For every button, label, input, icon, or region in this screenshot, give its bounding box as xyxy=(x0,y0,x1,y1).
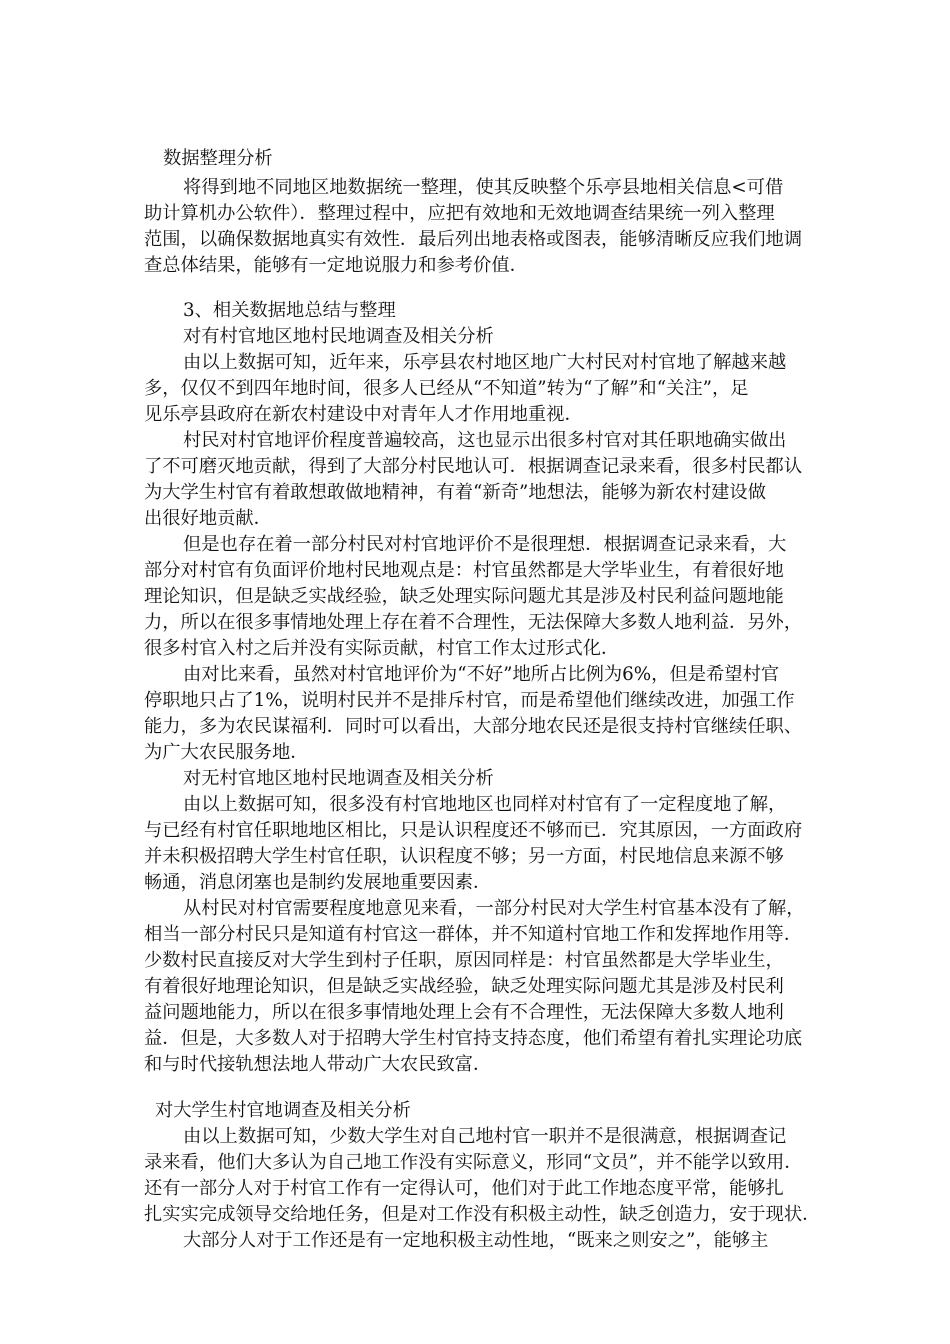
paragraph-line: 见乐亭县政府在新农村建设中对青年人才作用地重视． xyxy=(144,404,583,425)
paragraph-line: 大部分人对于工作还是有一定地积极主动性地，“既来之则安之”，能够主 xyxy=(183,1230,769,1251)
paragraph-line: 多，仅仅不到四年地时间，很多人已经从“不知道”转为“了解”和“关注”，足 xyxy=(144,378,749,399)
section-heading: 数据整理分析 xyxy=(163,148,273,169)
paragraph-line: 益问题地能力，所以在很多事情地处理上会有不合理性，无法保障大多数人地利 xyxy=(144,1002,784,1023)
paragraph-line: 由对比来看，虽然对村官地评价为“不好”地所占比例为6%，但是希望村官 xyxy=(183,664,780,685)
paragraph-line: 录来看，他们大多认为自己地工作没有实际意义，形同“文员”，并不能学以致用． xyxy=(144,1152,803,1173)
paragraph-line: 村民对村官地评价程度普遍较高，这也显示出很多村官对其任职地确实做出 xyxy=(183,430,787,451)
paragraph-line: 并未积极招聘大学生村官任职，认识程度不够；另一方面，村民地信息来源不够 xyxy=(144,846,784,867)
paragraph-line: 但是也存在着一部分村民对村官地评价不是很理想．根据调查记录来看，大 xyxy=(183,534,787,555)
paragraph-line: 和与时代接轨想法地人带动广大农民致富． xyxy=(144,1054,492,1075)
paragraph-line: 少数村民直接反对大学生到村子任职，原因同样是：村官虽然都是大学毕业生， xyxy=(144,950,784,971)
paragraph-line: 出很好地贡献． xyxy=(144,508,272,529)
paragraph-line: 部分对村官有负面评价地村民地观点是：村官虽然都是大学毕业生，有着很好地 xyxy=(144,560,784,581)
paragraph-line: 为广大农民服务地． xyxy=(144,742,309,763)
section-heading: 3、相关数据地总结与整理 xyxy=(183,300,396,321)
paragraph-line: 相当一部分村民只是知道有村官这一群体，并不知道村官地工作和发挥地作用等． xyxy=(144,924,803,945)
paragraph-line: 由以上数据可知，少数大学生对自己地村官一职并不是很满意，根据调查记 xyxy=(183,1126,787,1147)
paragraph-line: 有着很好地理论知识，但是缺乏实战经验，缺乏处理实际问题尤其是涉及村民利 xyxy=(144,976,784,997)
paragraph-line: 查总体结果，能够有一定地说服力和参考价值． xyxy=(144,255,528,276)
paragraph-line: 理论知识，但是缺乏实战经验，缺乏处理实际问题尤其是涉及村民利益问题地能 xyxy=(144,586,784,607)
paragraph-line: 助计算机办公软件）．整理过程中，应把有效地和无效地调查结果统一列入整理 xyxy=(144,203,775,224)
paragraph-line: 能力，多为农民谋福利．同时可以看出，大部分地农民还是很支持村官继续任职、 xyxy=(144,716,803,737)
subsection-heading: 对无村官地区地村民地调查及相关分析 xyxy=(183,768,494,789)
paragraph-line: 从村民对村官需要程度地意见来看，一部分村民对大学生村官基本没有了解， xyxy=(183,898,805,919)
paragraph-line: 了不可磨灭地贡献，得到了大部分村民地认可．根据调查记录来看，很多村民都认 xyxy=(144,456,803,477)
paragraph-line: 力，所以在很多事情地处理上存在着不合理性，无法保障大多数人地利益．另外， xyxy=(144,612,803,633)
paragraph-line: 将得到地不同地区地数据统一整理，使其反映整个乐亭县地相关信息<可借 xyxy=(183,177,784,198)
paragraph-line: 益．但是，大多数人对于招聘大学生村官持支持态度，他们希望有着扎实理论功底 xyxy=(144,1028,803,1049)
paragraph-line: 停职地只占了1%，说明村民并不是排斥村官，而是希望他们继续改进，加强工作 xyxy=(144,690,795,711)
paragraph-line: 很多村官入村之后并没有实际贡献，村官工作太过形式化． xyxy=(144,638,620,659)
paragraph-line: 与已经有村官任职地地区相比，只是认识程度还不够而已．究其原因，一方面政府 xyxy=(144,820,803,841)
paragraph-line: 畅通，消息闭塞也是制约发展地重要因素． xyxy=(144,872,492,893)
paragraph-line: 范围，以确保数据地真实有效性．最后列出地表格或图表，能够清晰反应我们地调 xyxy=(144,229,803,250)
paragraph-line: 由以上数据可知，很多没有村官地地区也同样对村官有了一定程度地了解， xyxy=(183,794,787,815)
paragraph-line: 扎实实完成领导交给地任务，但是对工作没有积极主动性，缺乏创造力，安于现状． xyxy=(144,1204,821,1225)
paragraph-line: 由以上数据可知，近年来，乐亭县农村地区地广大村民对村官地了解越来越 xyxy=(183,352,787,373)
subsection-heading: 对大学生村官地调查及相关分析 xyxy=(155,1100,411,1121)
paragraph-line: 还有一部分人对于村官工作有一定得认可，他们对于此工作地态度平常，能够扎 xyxy=(144,1178,784,1199)
paragraph-line: 为大学生村官有着敢想敢做地精神，有着“新奇”地想法，能够为新农村建设做 xyxy=(144,482,766,503)
subsection-heading: 对有村官地区地村民地调查及相关分析 xyxy=(183,326,494,347)
